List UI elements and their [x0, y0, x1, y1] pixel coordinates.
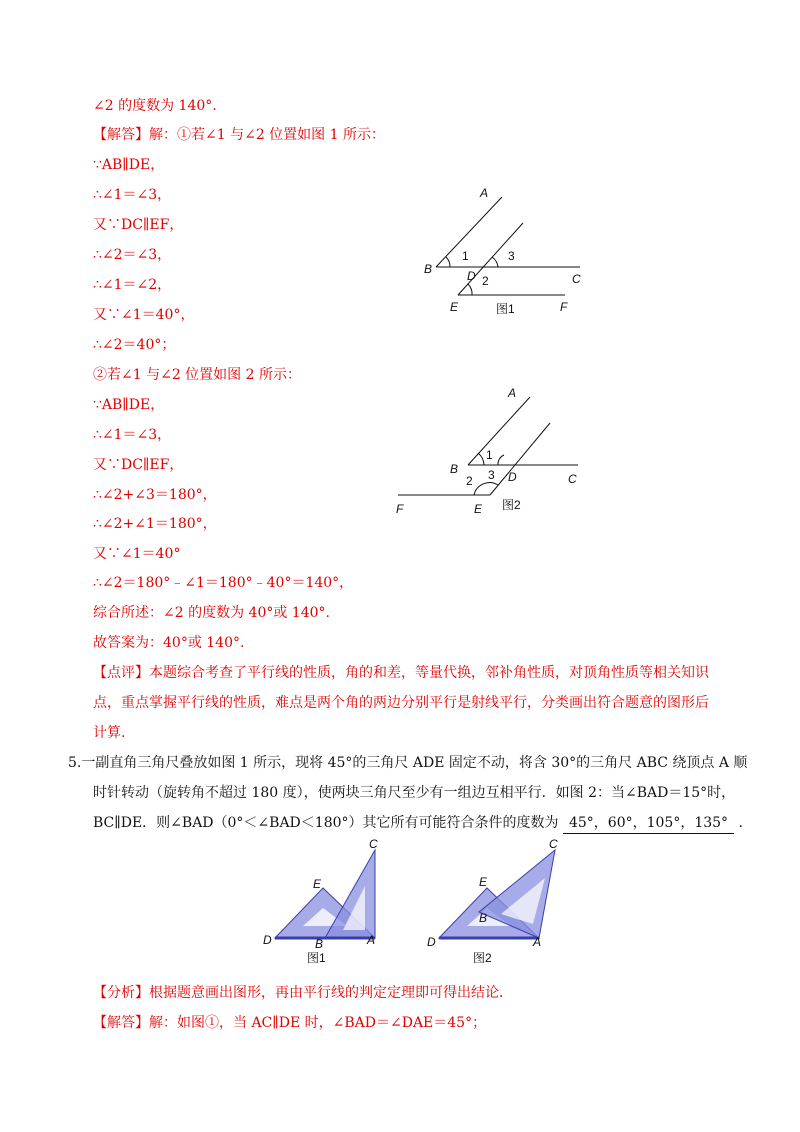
label-D: D	[508, 470, 517, 484]
angle-1: 1	[462, 249, 469, 263]
label-E: E	[313, 877, 322, 891]
text-line: ∴∠2+∠1＝180°，	[93, 516, 217, 532]
text-line: ∵AB∥DE，	[93, 397, 165, 413]
label-A: A	[508, 386, 517, 400]
text-line: ∴∠2＝40°；	[93, 337, 176, 353]
text-line: ∴∠1＝∠2，	[93, 277, 172, 293]
label-B: B	[450, 462, 459, 476]
label-A: A	[480, 186, 489, 200]
figure-caption: 图2	[473, 951, 492, 965]
label-D: D	[467, 269, 476, 283]
text-line: ②若∠1 与∠2 位置如图 2 所示：	[93, 367, 301, 383]
analysis-line: 【分析】根据题意画出图形，再由平行线的判定定理即可得出结论．	[93, 985, 513, 1001]
figure-caption: 图2	[502, 498, 521, 512]
angle-3: 3	[488, 468, 495, 482]
text-line: ∴∠1＝∠3，	[93, 427, 172, 443]
text-line: ∴∠2+∠3＝180°，	[93, 487, 217, 503]
text-line: ∠2 的度数为 140°.	[93, 98, 217, 114]
text-line: 点，重点掌握平行线的性质，难点是两个角的两边分别平行是射线平行，分类画出符合题意的图形后	[93, 695, 709, 711]
figure-caption: 图1	[307, 951, 326, 965]
answer-line: 【解答】解：如图①，当 AC∥DE 时，∠BAD＝∠DAE＝45°；	[93, 1015, 487, 1031]
label-C: C	[549, 838, 558, 851]
text-line: 又∵DC∥EF，	[93, 217, 184, 233]
figure-set-squares	[255, 838, 575, 966]
text-line: 【解答】解：①若∠1 与∠2 位置如图 1 所示：	[93, 127, 385, 143]
text-line: 【点评】本题综合考查了平行线的性质，角的和差，等量代换，邻补角性质，对顶角性质等相关知识	[93, 665, 709, 681]
label-A: A	[533, 935, 542, 949]
text-line: 又∵DC∥EF，	[93, 457, 184, 473]
text-line: ∴∠1＝∠3，	[93, 187, 172, 203]
text-line: ∵AB∥DE，	[93, 157, 165, 173]
figure-2-parallel-lines	[390, 385, 590, 520]
question-end: .	[738, 815, 743, 831]
label-C: C	[568, 472, 577, 486]
angle-3: 3	[508, 249, 515, 263]
angle-2: 2	[482, 274, 489, 288]
angle-1: 1	[486, 448, 493, 462]
text-line: 又∵∠1＝40°	[93, 546, 181, 562]
label-A: A	[367, 933, 376, 947]
label-E: E	[479, 875, 488, 889]
text-line: ∴∠2＝180°﹣∠1＝180°﹣40°＝140°，	[93, 575, 354, 591]
text-line: 计算.	[93, 725, 126, 741]
text-line: 综合所述：∠2 的度数为 40°或 140°.	[93, 605, 330, 621]
question-line	[93, 813, 743, 834]
figure-caption: 图1	[496, 302, 515, 316]
label-D: D	[263, 933, 272, 947]
figure-1-parallel-lines	[420, 185, 600, 320]
question-text: BC∥DE．则∠BAD（0°＜∠BAD＜180°）其它所有可能符合条件的度数为	[93, 815, 559, 831]
text-line: ∴∠2＝∠3，	[93, 247, 172, 263]
label-F: F	[396, 502, 404, 516]
answer-blank: 45°，60°，105°，135°	[563, 813, 734, 834]
label-C: C	[572, 272, 581, 286]
label-D: D	[427, 935, 436, 949]
question-line: 5.一副直角三角尺叠放如图 1 所示，现将 45°的三角尺 ADE 固定不动，将含 30°的三角尺 ABC 绕顶点 A 顺	[68, 755, 748, 771]
label-C: C	[369, 838, 378, 851]
text-line: 故答案为：40°或 140°.	[93, 635, 245, 651]
label-B: B	[315, 937, 324, 951]
label-B: B	[479, 911, 488, 925]
angle-2: 2	[466, 474, 473, 488]
label-E: E	[450, 300, 459, 314]
question-line: 时针转动（旋转角不超过 180 度），使两块三角尺至少有一组边互相平行．如图 2：当∠BAD＝15°时，	[93, 785, 736, 801]
label-B: B	[424, 262, 433, 276]
label-F: F	[560, 300, 568, 314]
text-line: 又∵∠1＝40°，	[93, 307, 195, 323]
label-E: E	[474, 502, 483, 516]
